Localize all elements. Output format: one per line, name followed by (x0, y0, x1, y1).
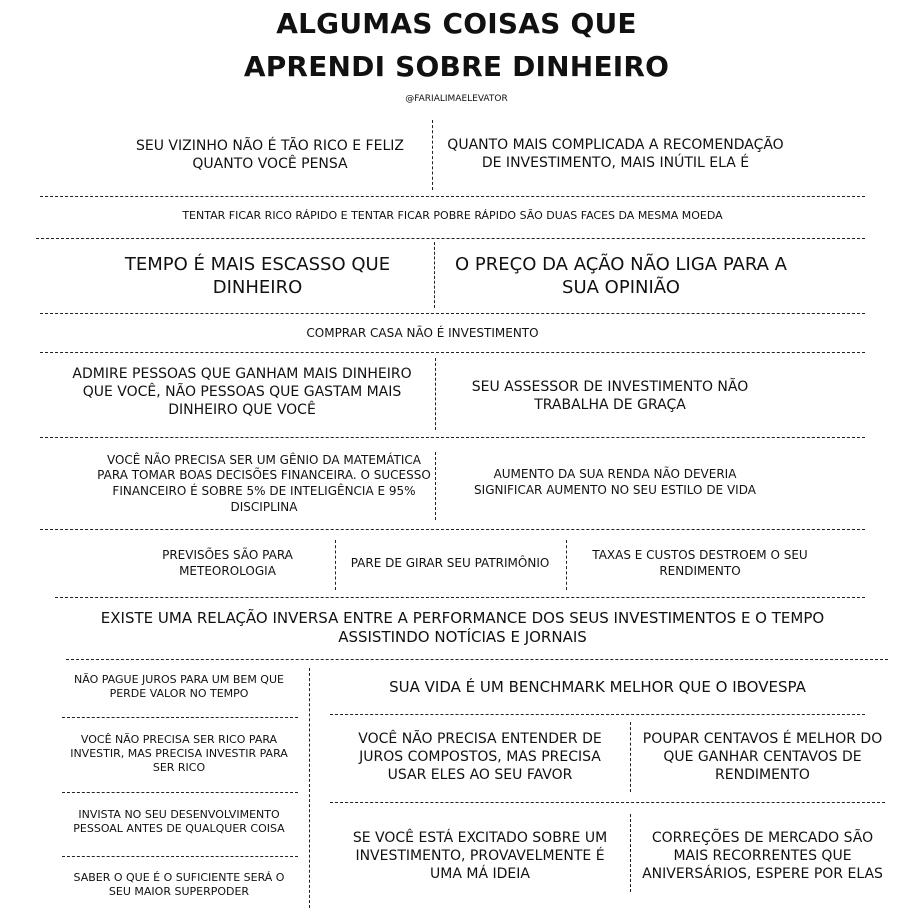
divider (630, 722, 631, 792)
divider (66, 659, 888, 660)
tip-benchmark: SUA VIDA É UM BENCHMARK MELHOR QUE O IBOVESPA (389, 678, 806, 697)
divider (62, 792, 298, 793)
tip-comprar-casa: COMPRAR CASA NÃO É INVESTIMENTO (306, 326, 539, 341)
tip-taxas: TAXAS E CUSTOS DESTROEM O SEU RENDIMENTO (592, 548, 808, 578)
tip-suficiente: SABER O QUE É O SUFICIENTE SERÁ O SEU MAIOR SUPERPODER (73, 870, 285, 898)
page-title-line-1: ALGUMAS COISAS QUE (276, 7, 637, 40)
tip-recomendacao: QUANTO MAIS COMPLICADA A RECOMENDAÇÃO DE INVESTIMENTO, MAIS INÚTIL ELA É (447, 136, 784, 171)
tip-genio: VOCÊ NÃO PRECISA SER UM GÊNIO DA MATEMÁTICA PARA TOMAR BOAS DECISÕES FINANCEIRA. O SUCESSO FINANCEIRO É SOBRE 5% DE INTELIGÊNCIA E 95% DISCIPLINA (97, 452, 431, 514)
author-handle: @FARIALIMAELEVATOR (405, 94, 508, 104)
tip-desenvolvimento: INVISTA NO SEU DESENVOLVIMENTO PESSOAL ANTES DE QUALQUER COISA (73, 807, 285, 835)
tip-compostos: VOCÊ NÃO PRECISA ENTENDER DE JUROS COMPOSTOS, MAS PRECISA USAR ELES AO SEU FAVOR (358, 730, 602, 784)
divider (335, 540, 336, 590)
divider (309, 668, 310, 908)
tip-vizinho: SEU VIZINHO NÃO É TÃO RICO E FELIZ QUANTO VOCÊ PENSA (136, 137, 404, 172)
tip-investir: VOCÊ NÃO PRECISA SER RICO PARA INVESTIR, MAS PRECISA INVESTIR PARA SER RICO (70, 732, 288, 775)
divider (40, 196, 865, 197)
divider (330, 714, 865, 715)
tip-juros: NÃO PAGUE JUROS PARA UM BEM QUE PERDE VALOR NO TEMPO (74, 672, 284, 700)
tip-rico-rapido: TENTAR FICAR RICO RÁPIDO E TENTAR FICAR POBRE RÁPIDO SÃO DUAS FACES DA MESMA MOEDA (182, 208, 723, 222)
divider (36, 238, 865, 239)
divider (434, 242, 435, 308)
divider (55, 597, 865, 598)
divider (435, 452, 436, 520)
tip-centavos: POUPAR CENTAVOS É MELHOR DO QUE GANHAR CENTAVOS DE RENDIMENTO (642, 730, 883, 784)
tip-relacao-inversa: EXISTE UMA RELAÇÃO INVERSA ENTRE A PERFORMANCE DOS SEUS INVESTIMENTOS E O TEMPO ASSISTINDO NOTÍCIAS E JORNAIS (100, 608, 825, 646)
tip-preco-acao: O PREÇO DA AÇÃO NÃO LIGA PARA A SUA OPINIÃO (455, 253, 787, 298)
tip-correcoes: CORREÇÕES DE MERCADO SÃO MAIS RECORRENTES QUE ANIVERSÁRIOS, ESPERE POR ELAS (642, 829, 883, 883)
divider (40, 352, 865, 353)
divider (62, 717, 298, 718)
tip-tempo: TEMPO É MAIS ESCASSO QUE DINHEIRO (124, 253, 391, 298)
tip-renda: AUMENTO DA SUA RENDA NÃO DEVERIA SIGNIFICAR AUMENTO NO SEU ESTILO DE VIDA (474, 467, 756, 497)
tip-admire: ADMIRE PESSOAS QUE GANHAM MAIS DINHEIRO QUE VOCÊ, NÃO PESSOAS QUE GASTAM MAIS DINHEIRO QUE VOCÊ (72, 365, 412, 419)
divider (40, 529, 865, 530)
tip-girar: PARE DE GIRAR SEU PATRIMÔNIO (350, 556, 550, 571)
divider (330, 802, 885, 803)
page-title-line-2: APRENDI SOBRE DINHEIRO (243, 50, 670, 83)
divider (435, 358, 436, 430)
tip-previsoes: PREVISÕES SÃO PARA METEOROLOGIA (162, 548, 293, 578)
divider (630, 814, 631, 892)
divider (432, 120, 433, 190)
divider (40, 313, 865, 314)
tip-excitado: SE VOCÊ ESTÁ EXCITADO SOBRE UM INVESTIMENTO, PROVAVELMENTE É UMA MÁ IDEIA (352, 829, 608, 883)
tip-assessor: SEU ASSESSOR DE INVESTIMENTO NÃO TRABALHA DE GRAÇA (471, 378, 749, 413)
divider (566, 540, 567, 590)
divider (40, 437, 865, 438)
divider (62, 856, 298, 857)
